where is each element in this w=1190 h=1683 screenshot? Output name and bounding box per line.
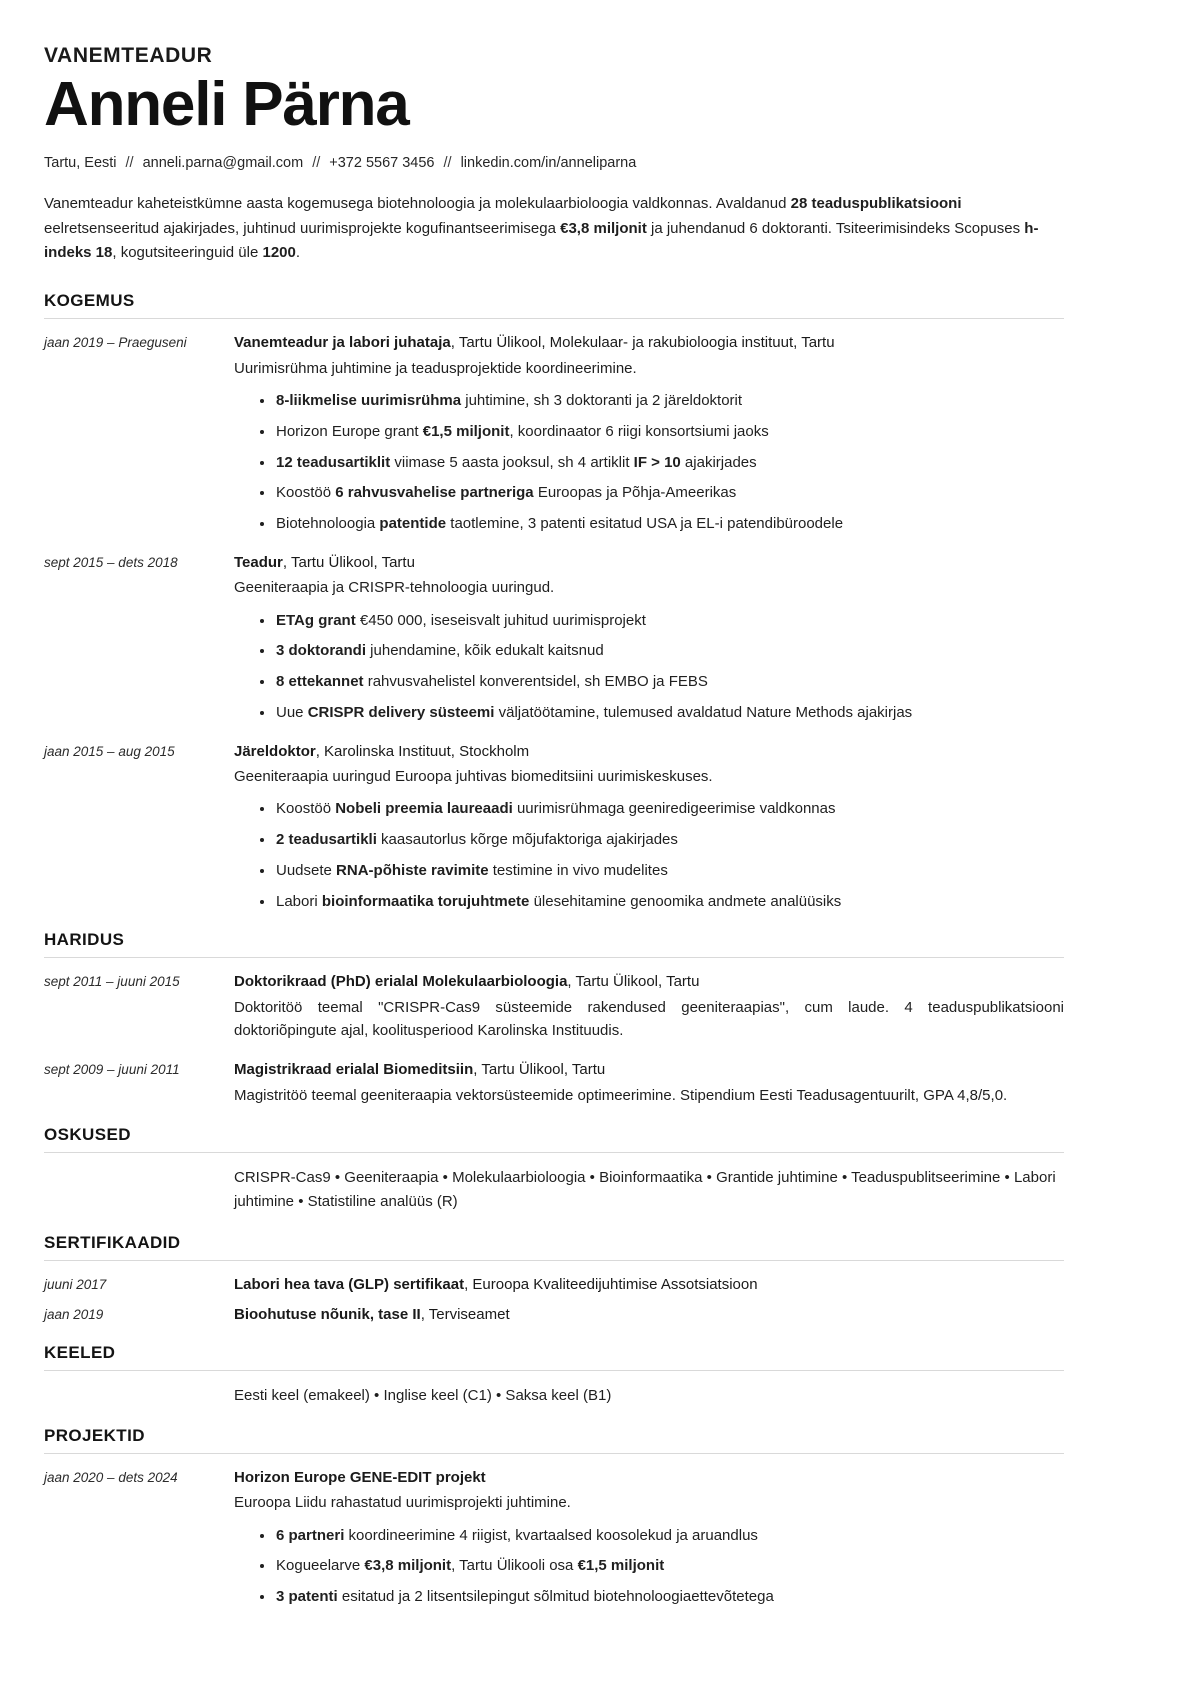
contact-phone[interactable]: +372 5567 3456: [329, 154, 435, 171]
entry-bullet-list: [234, 390, 1064, 535]
certificate-entry: [44, 1304, 1064, 1325]
job-title-line: VANEMTEADUR: [44, 44, 213, 67]
entry-date: jaan 2015 – aug 2015: [44, 743, 175, 759]
resume-header: [44, 44, 1064, 265]
entry-description: Magistritöö teemal geeniteraapia vektorsüsteemide optimeerimine. Stipendium Eesti Teadusagentuurilt, GPA 4,8/5,0.: [234, 1086, 1008, 1104]
contact-location: Tartu, Eesti: [44, 154, 117, 171]
section-title-skills: OSKUSED: [44, 1125, 131, 1145]
education-entry: [44, 971, 1064, 1042]
experience-entry: [44, 332, 1064, 535]
entry-heading: [234, 1059, 1064, 1082]
entry-body: [234, 1274, 1064, 1295]
section-skills: [44, 1125, 1064, 1215]
contact-linkedin[interactable]: linkedin.com/in/anneliparna: [460, 154, 637, 171]
list-item: Koostöö Nobeli preemia laureaadi uurimisrühmaga geeniredigeerimise valdkonnas: [260, 798, 1064, 820]
section-certificates: [44, 1233, 1064, 1325]
entry-org: , Tartu Ülikool, Molekulaar- ja rakubioloogia instituut, Tartu: [450, 334, 835, 352]
entry-body: [234, 332, 1064, 535]
contact-line: [44, 154, 1064, 173]
entry-body: [234, 971, 1064, 1042]
project-name: Horizon Europe GENE-EDIT projekt: [234, 1468, 486, 1486]
list-item: 3 patenti esitatud ja 2 litsentsilepingut sõlmitud biotehnoloogiaettevõtetega: [260, 1586, 1064, 1608]
section-divider: [44, 1453, 1064, 1454]
entry-body: [234, 1467, 1064, 1608]
section-title-education: HARIDUS: [44, 930, 125, 950]
entry-org: , Tartu Ülikool, Tartu: [567, 973, 700, 991]
contact-separator: //: [443, 154, 452, 171]
entry-date-empty: [44, 1166, 234, 1167]
section-title-languages: KEELED: [44, 1342, 116, 1362]
section-projects: [44, 1426, 1064, 1608]
certificate-entry: [44, 1274, 1064, 1295]
contact-separator: //: [312, 154, 321, 171]
entry-heading: [234, 1467, 1064, 1490]
candidate-name: Anneli Pärna: [44, 70, 409, 140]
summary-highlight-hindex: h-indeks 18: [44, 219, 1039, 261]
list-item: Koostöö 6 rahvusvahelise partneriga Euroopas ja Põhja-Ameerikas: [260, 482, 1064, 504]
skills-list: CRISPR-Cas9 • Geeniteraapia • Molekulaarbioloogia • Bioinformaatika • Grantide juhtimine • Teaduspublitseerimine • Labori juhtimine • Statistiline analüüs (R): [234, 1169, 1056, 1211]
section-education: [44, 930, 1064, 1107]
experience-entry: [44, 741, 1064, 913]
entry-body: [234, 552, 1064, 724]
skills-row: [44, 1166, 1064, 1215]
summary-text: .: [295, 244, 301, 261]
entry-subtitle: Uurimisrühma juhtimine ja teadusprojektide koordineerimine.: [234, 359, 637, 377]
list-item: Uue CRISPR delivery süsteemi väljatöötamine, tulemused avaldatud Nature Methods ajakirjas: [260, 702, 1064, 724]
entry-role: Järeldoktor: [234, 742, 316, 760]
entry-date: jaan 2020 – dets 2024: [44, 1469, 178, 1485]
certificate-name: Labori hea tava (GLP) sertifikaat: [234, 1275, 465, 1293]
entry-heading: [234, 1304, 1064, 1325]
section-title-projects: PROJEKTID: [44, 1425, 145, 1445]
entry-subtitle: Euroopa Liidu rahastatud uurimisprojekti juhtimine.: [234, 1494, 571, 1512]
summary-text: ja juhendanud 6 doktoranti. Tsiteerimisindeks Scopuses: [646, 219, 1025, 237]
list-item: Uudsete RNA-põhiste ravimite testimine in vivo mudelites: [260, 860, 1064, 882]
list-item: Horizon Europe grant €1,5 miljonit, koordinaator 6 riigi konsortsiumi jaoks: [260, 421, 1064, 443]
entry-role: Vanemteadur ja labori juhataja: [234, 334, 451, 352]
entry-date: sept 2011 – juuni 2015: [44, 974, 180, 990]
section-divider: [44, 318, 1064, 319]
list-item: 2 teadusartikli kaasautorlus kõrge mõjufaktoriga ajakirjades: [260, 829, 1064, 851]
entry-subtitle: Geeniteraapia ja CRISPR-tehnoloogia uuringud.: [234, 579, 555, 597]
entry-org: , Tartu Ülikool, Tartu: [473, 1061, 606, 1079]
section-divider: [44, 957, 1064, 958]
contact-email[interactable]: anneli.parna@gmail.com: [142, 154, 304, 171]
list-item: 8-liikmelise uurimisrühma juhtimine, sh 3 doktoranti ja 2 järeldoktorit: [260, 390, 1064, 412]
professional-summary: [44, 192, 1059, 265]
degree-title: Magistrikraad erialal Biomeditsiin: [234, 1061, 474, 1079]
summary-highlight-funding: €3,8 miljonit: [560, 219, 647, 237]
list-item: 3 doktorandi juhendamine, kõik edukalt kaitsnud: [260, 640, 1064, 662]
entry-body: [234, 1059, 1064, 1107]
list-item: Kogueelarve €3,8 miljonit, Tartu Ülikooli osa €1,5 miljonit: [260, 1555, 1064, 1577]
education-entry: [44, 1059, 1064, 1107]
summary-highlight-publications: 28 teaduspublikatsiooni: [790, 195, 962, 213]
section-languages: [44, 1343, 1064, 1408]
list-item: 6 partneri koordineerimine 4 riigist, kvartaalsed koosolekud ja aruandlus: [260, 1525, 1064, 1547]
certificate-name: Bioohutuse nõunik, tase II: [234, 1305, 421, 1323]
certificate-issuer: , Euroopa Kvaliteedijuhtimise Assotsiatsioon: [464, 1275, 758, 1293]
list-item: 8 ettekannet rahvusvahelistel konverentsidel, sh EMBO ja FEBS: [260, 671, 1064, 693]
summary-text: Vanemteadur kaheteistkümne aasta kogemusega biotehnoloogia ja molekulaarbioloogia valdkonnas. Avaldanud: [44, 195, 791, 213]
entry-date: jaan 2019 – Praeguseni: [44, 335, 187, 351]
degree-title: Doktorikraad (PhD) erialal Molekulaarbioloogia: [234, 973, 568, 991]
entry-org: , Karolinska Instituut, Stockholm: [315, 742, 530, 760]
list-item: ETAg grant €450 000, iseseisvalt juhitud uurimisprojekt: [260, 610, 1064, 632]
entry-heading: [234, 332, 1064, 355]
summary-text: , kogutsiteeringuid üle: [112, 244, 263, 261]
entry-bullet-list: [234, 798, 1064, 912]
section-divider: [44, 1152, 1064, 1153]
summary-highlight-citations: 1200: [262, 244, 296, 261]
section-divider: [44, 1370, 1064, 1371]
entry-date: juuni 2017: [44, 1276, 107, 1292]
entry-heading: [234, 1274, 1064, 1295]
summary-text: eelretsenseeritud ajakirjades, juhtinud uurimisprojekte kogufinantseerimisega: [44, 219, 561, 237]
entry-bullet-list: [234, 610, 1064, 724]
entry-role: Teadur: [234, 553, 283, 571]
entry-heading: [234, 971, 1064, 994]
list-item: 12 teadusartiklit viimase 5 aasta jooksul, sh 4 artiklit IF > 10 ajakirjades: [260, 452, 1064, 474]
entry-description: Doktoritöö teemal "CRISPR-Cas9 süsteemide rakendused geeniteraapias", cum laude. 4 teaduspublikatsiooni doktoriõpingute ajal, koolitusperiood Karolinska Instituudis.: [234, 998, 1064, 1040]
entry-heading: [234, 741, 1064, 764]
section-title-certificates: SERTIFIKAADID: [44, 1232, 181, 1252]
entry-date-empty: [44, 1384, 234, 1385]
entry-body: [234, 741, 1064, 913]
project-entry: [44, 1467, 1064, 1608]
section-title-experience: KOGEMUS: [44, 291, 135, 311]
list-item: Labori bioinformaatika torujuhtmete ülesehitamine genoomika andmete analüüsiks: [260, 891, 1064, 913]
certificate-issuer: , Terviseamet: [420, 1305, 510, 1323]
entry-date: jaan 2019: [44, 1306, 104, 1322]
languages-row: [44, 1384, 1064, 1408]
entry-date: sept 2015 – dets 2018: [44, 554, 178, 570]
contact-separator: //: [125, 154, 134, 171]
list-item: Biotehnoloogia patentide taotlemine, 3 patenti esitatud USA ja EL-i patendibüroodele: [260, 513, 1064, 535]
section-experience: [44, 291, 1064, 912]
entry-subtitle: Geeniteraapia uuringud Euroopa juhtivas biomeditsiini uurimiskeskuses.: [234, 768, 713, 786]
entry-bullet-list: [234, 1525, 1064, 1608]
entry-org: , Tartu Ülikool, Tartu: [282, 553, 415, 571]
languages-list: Eesti keel (emakeel) • Inglise keel (C1) • Saksa keel (B1): [234, 1386, 612, 1404]
entry-body: [234, 1304, 1064, 1325]
entry-date: sept 2009 – juuni 2011: [44, 1062, 180, 1078]
experience-entry: [44, 552, 1064, 724]
entry-heading: [234, 552, 1064, 575]
section-divider: [44, 1260, 1064, 1261]
